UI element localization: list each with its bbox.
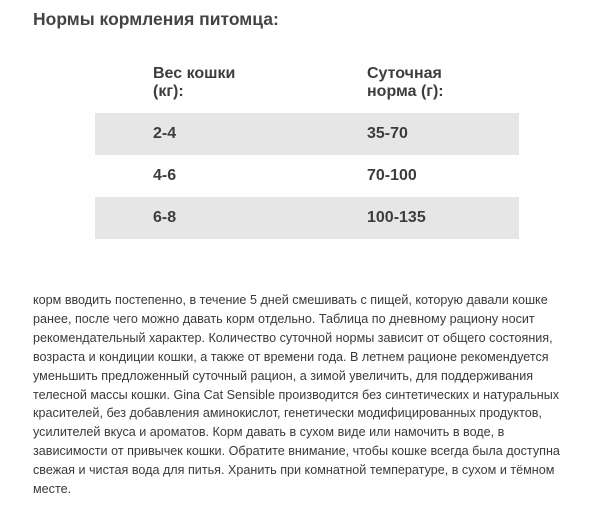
table-row (95, 197, 519, 239)
paragraph-line: корм вводить постепенно, в течение 5 дней смешивать с пищей, которую давали кошке (33, 293, 548, 307)
paragraph-line: месте. (33, 482, 72, 497)
weight-cell: 4-6 (153, 167, 177, 184)
paragraph-line: зависимости от привычек кошки. Обратите внимание, чтобы кошке всегда была доступна (33, 444, 560, 459)
paragraph-line: возраста и кондиции кошки, а также от времени года. В летнем рационе рекомендуется (33, 349, 549, 364)
table-row (95, 155, 519, 197)
weight-cell: 2-4 (95, 113, 367, 155)
paragraph-line: красителей, без добавления аминокислот, генетически модифицированных продуктов, (33, 406, 542, 421)
paragraph-line: рекомендательный характер. Количество суточной нормы зависит от общего состояния, (33, 330, 553, 345)
table-header-row (95, 64, 519, 113)
table-row (95, 113, 519, 155)
norm-cell: 100-135 (367, 197, 519, 239)
feeding-instructions-paragraph (33, 291, 581, 499)
norm-cell: 35-70 (367, 113, 519, 155)
paragraph-line: усилителей вкуса и ароматов. Корм давать в сухом виде или намочить в воде, в (33, 425, 505, 440)
norm-header-line1: Суточная (367, 65, 442, 82)
paragraph-line: свежая и чистая вода для питья. Хранить при комнатной температуре, в сухом и тёмном (33, 463, 555, 478)
weight-header-line2: (кг): (153, 83, 184, 100)
feeding-norms-table (95, 64, 519, 239)
weight-cell: 6-8 (95, 197, 367, 239)
paragraph-line: ранее, после чего можно давать корм отдельно. Таблица по дневному рациону носит (33, 311, 535, 326)
weight-header-line1: Вес кошки (153, 65, 236, 82)
paragraph-line: уменьшить предложенный суточный рацион, а зимой увеличить, для поддерживания (33, 368, 534, 383)
paragraph-line: телесной массы кошки. Gina Cat Sensible производится без синтетических и натуральных (33, 387, 560, 402)
norm-cell: 70-100 (367, 167, 417, 184)
norm-column-header (367, 64, 519, 113)
norm-header-line2: норма (г): (367, 83, 444, 100)
weight-column-header (95, 64, 367, 113)
page-heading: Нормы кормления питомца: (33, 9, 279, 29)
